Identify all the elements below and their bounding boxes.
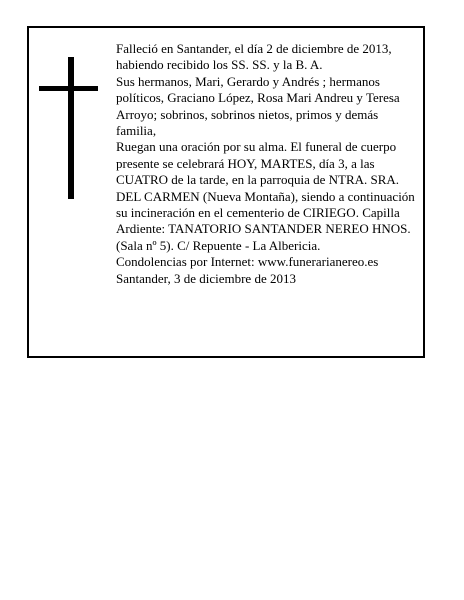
online-condolences: Condolencias por Internet: www.funerarianereo.es	[116, 254, 379, 270]
death-announcement: Falleció en Santander, el día 2 de diciembre de 2013, habiendo recibido los SS. SS. y la B. A.	[116, 41, 392, 73]
obituary-notice	[27, 26, 425, 358]
funeral-details: Ruegan una oración por su alma. El funeral de cuerpo presente se celebrará HOY, MARTES, día 3, a las CUATRO de la tarde, en la parroquia de NTRA. SRA. DEL CARMEN (Nueva Montaña), siendo a continuación su incineración en el cementerio de CIRIEGO. Capilla Ardiente: TANATORIO SANTANDER NEREO HNOS. (Sala nº 5). C/ Repuente - La Albericia.	[116, 139, 415, 253]
cross-horizontal-bar	[39, 86, 98, 91]
family-mourners: Sus hermanos, Mari, Gerardo y Andrés ; hermanos políticos, Graciano López, Rosa Mari Andreu y Teresa Arroyo; sobrinos, sobrinos nietos, primos y demás familia,	[116, 73, 400, 139]
cross-vertical-bar	[68, 57, 74, 199]
place-and-date: Santander, 3 de diciembre de 2013	[116, 270, 296, 286]
obituary-text	[116, 41, 421, 287]
